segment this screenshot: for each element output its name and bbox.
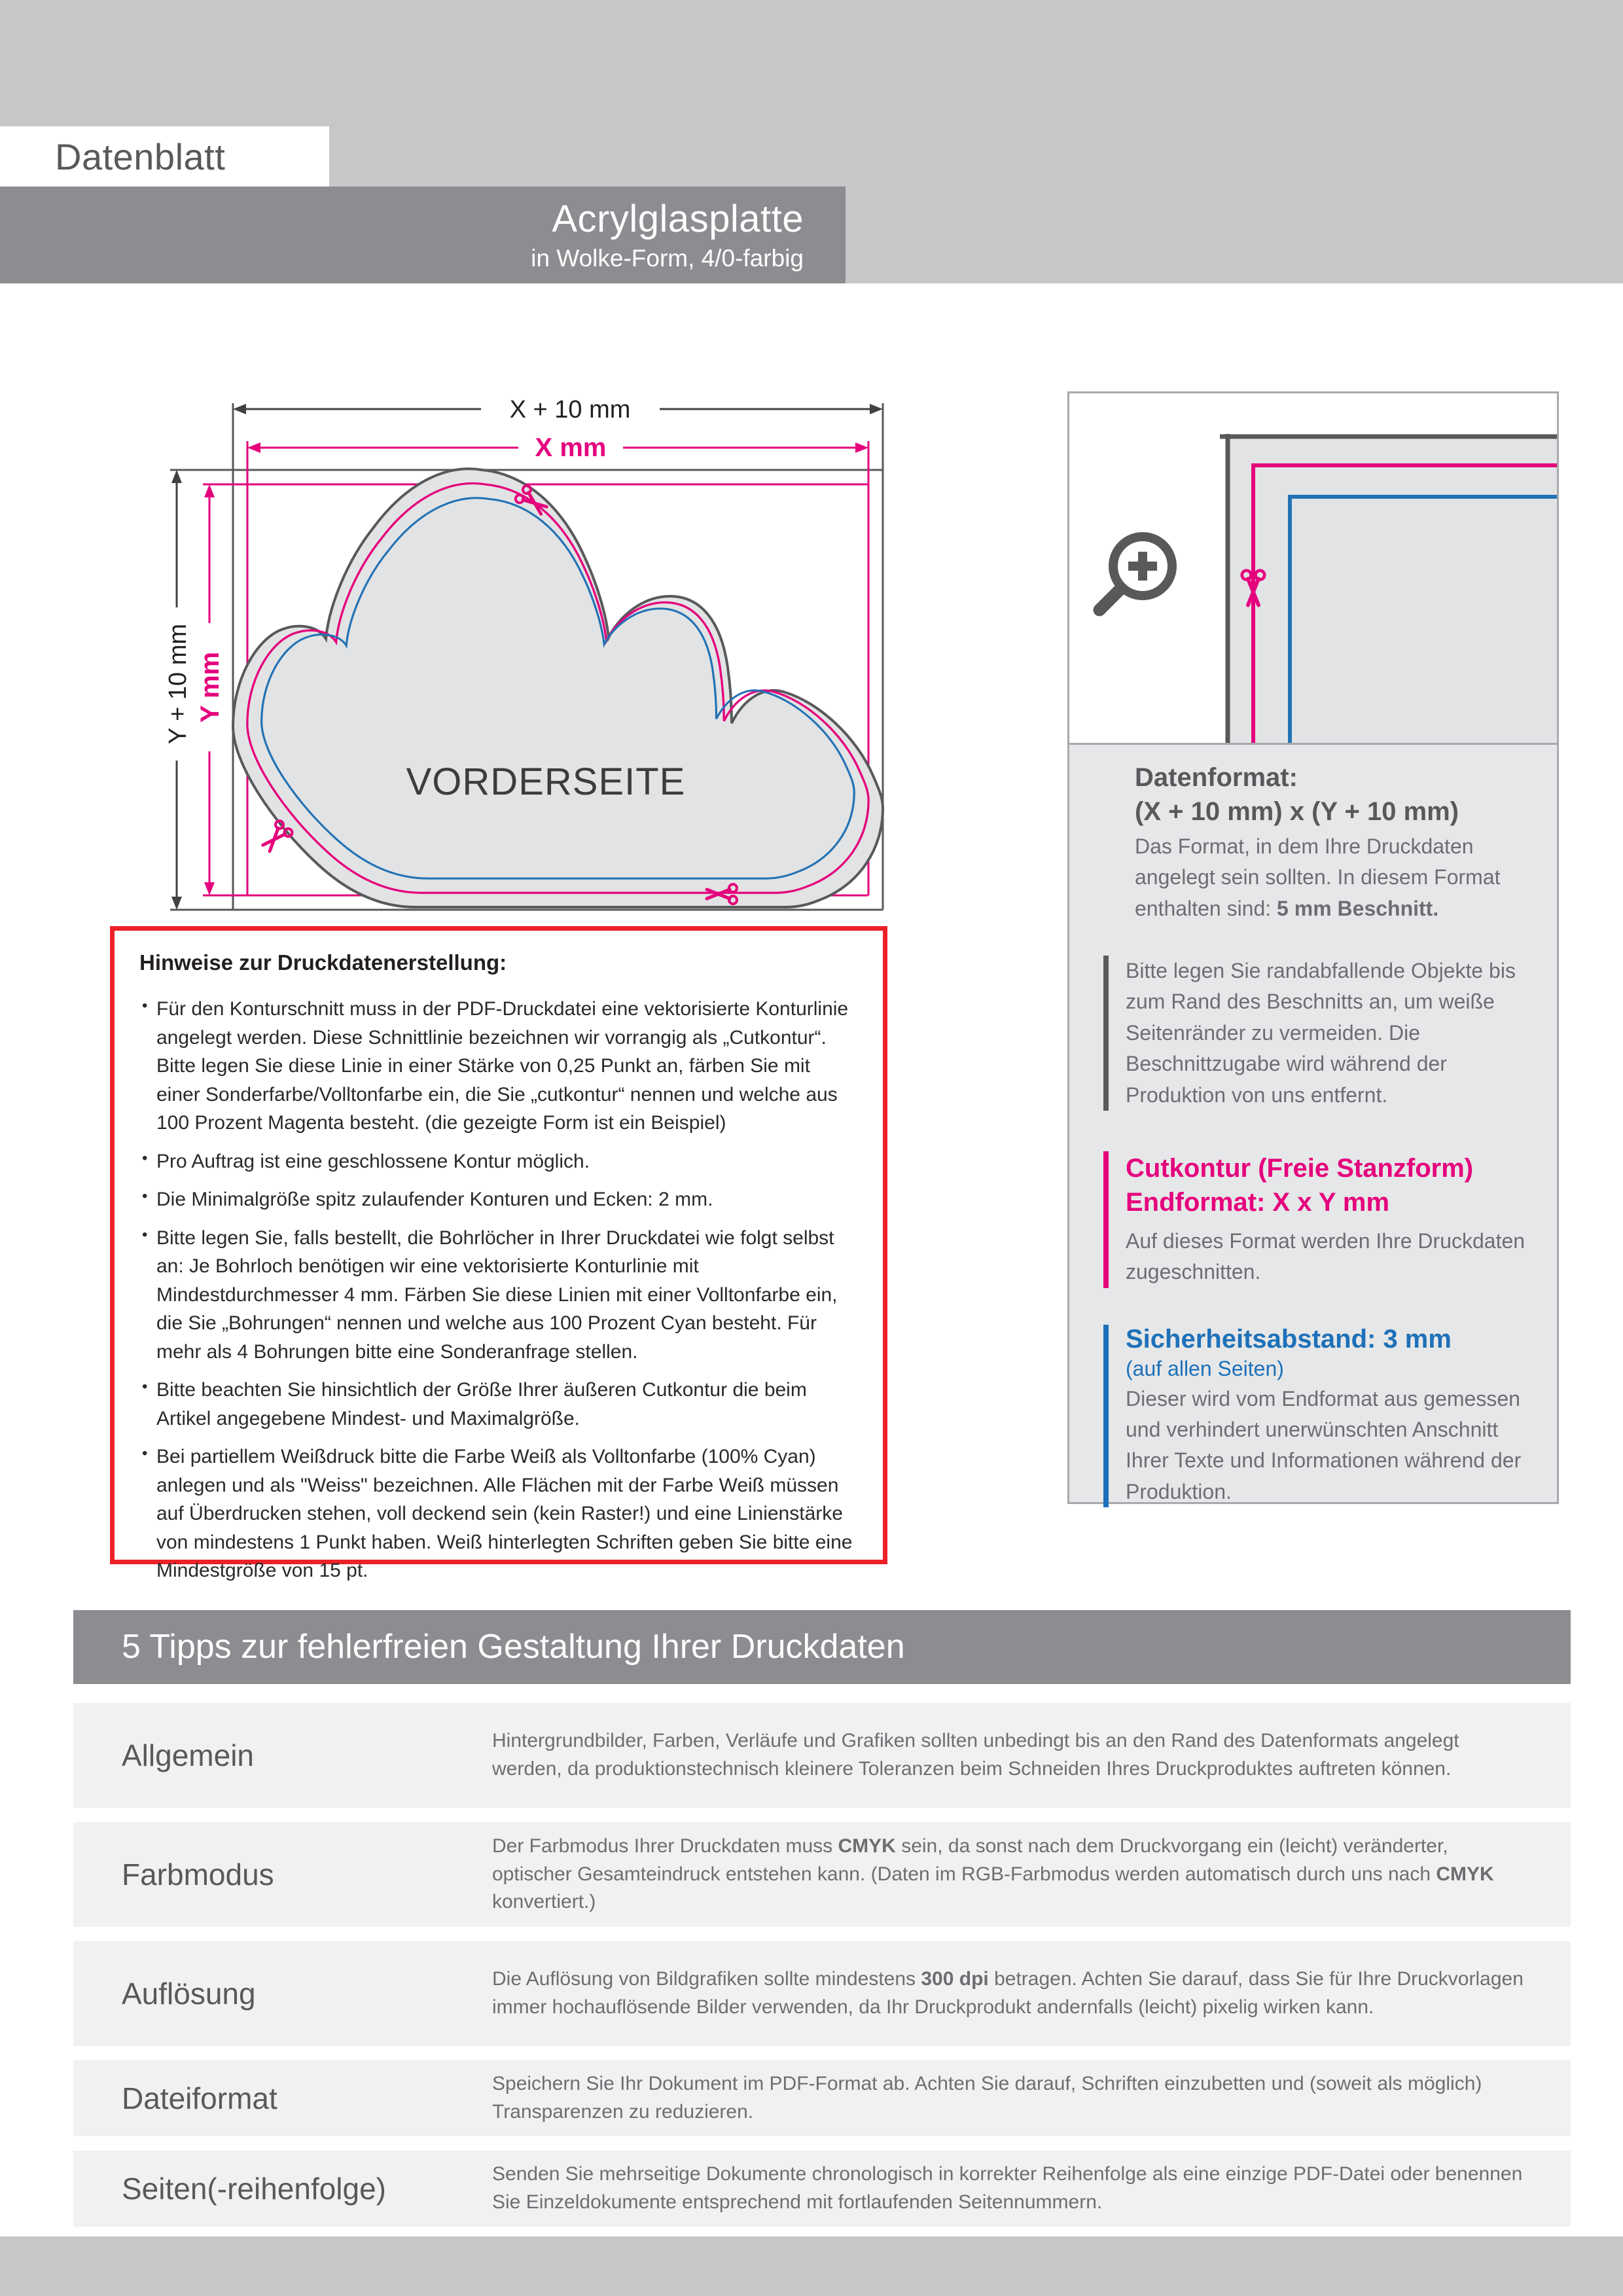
cutkontur-body: Auf dieses Format werden Ihre Druckdaten zugeschnitten.: [1126, 1229, 1525, 1284]
print-data-notes-box: [110, 926, 887, 1581]
tip-row-dateiformat: [73, 2060, 1571, 2136]
bleed-note-block: [1103, 956, 1531, 1111]
page-title: Datenblatt: [55, 135, 226, 177]
product-subtitle: in Wolke-Form, 4/0-farbig: [531, 245, 804, 272]
safety-body: Dieser wird vom Endformat aus gemessen und verhindert unerwünschten Anschnitt Ihrer Texte und Informationen während der Produktion.: [1126, 1386, 1522, 1503]
tip-label: Allgemein: [122, 1738, 254, 1772]
cloud-outer-contour: [233, 469, 883, 907]
page-title-box: [0, 126, 329, 187]
safety-block: [1103, 1325, 1531, 1507]
tips-header: 5 Tipps zur fehlerfreien Gestaltung Ihrer Druckdaten: [73, 1610, 1571, 1684]
tip-label: Seiten(-reihenfolge): [122, 2172, 387, 2206]
tip-label: Farbmodus: [122, 1857, 274, 1892]
cutkontur-title: Cutkontur (Freie Stanzform) Endformat: X x Y mm: [1126, 1153, 1474, 1217]
dim-y-inner-label: Y mm: [196, 651, 224, 723]
dim-x-inner-label: X mm: [535, 433, 607, 462]
list-item: • Bitte legen Sie, falls bestellt, die Bohrlöcher in Ihrer Druckdatei wie folgt selbst an: Je Bohrloch benötigen wir eine vektorisierte Konturlinie mit Mindestdurchmesser 4 mm. Färben Sie diese Linien mit einer Volltonfarbe ein, die Sie „Bohrungen“ nennen und welche aus 100 Prozent Cyan besteht. Für mehr als 4 Bohrungen bitte eine Sonderanfrage stellen.: [142, 1225, 838, 1363]
datenformat-title: Datenformat:: [1135, 763, 1298, 792]
list-item: • Bei partiellem Weißdruck bitte die Farbe Weiß als Volltonfarbe (100% Cyan) anlegen und als "Weiss" bezeichnen. Alle Flächen mit der Farbe Weiß müssen auf Überdrucken stehen, voll deckend sein (kein Raster!) und eine Linienstärke von mindestens 1 Punkt haben. Weiß hinterlegten Schriften geben Sie bitte eine Mindestgröße von 15 pt.: [142, 1444, 853, 1581]
format-text-panel: [1069, 745, 1557, 1507]
tip-row-allgemein: [73, 1703, 1571, 1808]
cloud-shape-diagram: [157, 393, 916, 916]
datenformat-formula: (X + 10 mm) x (Y + 10 mm): [1135, 797, 1459, 826]
front-side-label: VORDERSEITE: [406, 761, 686, 803]
zoom-in-icon: [1099, 537, 1172, 610]
tip-body: Senden Sie mehrseitige Dokumente chronologisch in korrekter Reihenfolge als eine einzige PDF-Datei oder benennen Sie Einzeldokumente entsprechend mit fortlaufenden Seitennummern.: [492, 2163, 1523, 2213]
tip-label: Auflösung: [122, 1977, 256, 2011]
tip-row-farbmodus: [73, 1822, 1571, 1927]
bleed-note-text: Bitte legen Sie randabfallende Objekte bis zum Rand des Beschnitts an, um weiße Seitenränder zu vermeiden. Die Beschnittzugabe wird während der Produktion von uns entfernt.: [1126, 959, 1516, 1107]
tip-body: Speichern Sie Ihr Dokument im PDF-Format ab. Achten Sie darauf, Schriften einzubetten und (soweit als möglich) Transparenzen zu reduzieren.: [492, 2073, 1482, 2123]
tip-body: Hintergrundbilder, Farben, Verläufe und Grafiken sollten unbedingt bis an den Rand des Datenformats angelegt werden, da produktionstechnisch kleinere Toleranzen beim Schneiden Ihres Druckproduktes auftreten können.: [492, 1730, 1459, 1780]
footer-band: [0, 2236, 1623, 2296]
product-title: Acrylglasplatte: [552, 198, 804, 240]
safety-title: Sicherheitsabstand: 3 mm: [1126, 1324, 1452, 1354]
tip-body: Die Auflösung von Bildgrafiken sollte mindestens 300 dpi betragen. Achten Sie darauf, dass Sie für Ihre Druckvorlagen immer hochauflösende Bilder verwenden, da Ihr Druckprodukt andernfalls (leicht) pixelig wirken kann.: [492, 1968, 1524, 2018]
datenformat-body: Das Format, in dem Ihre Druckdaten angelegt sein sollten. In diesem Format enthalten sind: 5 mm Beschnitt.: [1135, 834, 1501, 920]
list-item: • Die Minimalgröße spitz zulaufender Konturen und Ecken: 2 mm.: [142, 1187, 713, 1210]
notes-title: Hinweise zur Druckdatenerstellung:: [139, 950, 507, 975]
list-item: • Bitte beachten Sie hinsichtlich der Größe Ihrer äußeren Cutkontur die beim Artikel angegebene Mindest- und Maximalgröße.: [142, 1378, 807, 1429]
tip-row-seitenreihenfolge: [73, 2151, 1571, 2227]
notes-list: [139, 995, 857, 1585]
list-item: • Für den Konturschnitt muss in der PDF-Druckdatei eine vektorisierte Konturlinie angelegt werden. Diese Schnittlinie bezeichnen wir vorrangig als „Cutkontur“. Bitte legen Sie diese Linie in einer Stärke von 0,25 Punkt an, färben Sie mit einer Sonderfarbe/Volltonfarbe ein, die Sie „cutkontur“ nennen und welche aus 100 Prozent Magenta besteht. (die gezeigte Form ist ein Beispiel): [142, 997, 849, 1134]
bleed-zoom-illustration: [1069, 393, 1557, 745]
dim-x-outer-label: X + 10 mm: [509, 396, 631, 423]
safety-subtitle: (auf allen Seiten): [1126, 1356, 1284, 1380]
product-title-bar: [0, 187, 846, 283]
list-item: • Pro Auftrag ist eine geschlossene Kontur möglich.: [142, 1149, 590, 1172]
format-info-panel: [1067, 391, 1559, 1504]
tip-body: Der Farbmodus Ihrer Druckdaten muss CMYK sein, da sonst nach dem Druckvorgang ein (leicht) veränderter, optischer Gesamteindruck entstehen kann. (Daten im RGB-Farbmodus werden automatisch durch uns nach CMYK konvertiert.): [492, 1835, 1494, 1913]
bleed-area: [1228, 437, 1557, 743]
cutkontur-block: [1103, 1151, 1531, 1288]
tip-label: Dateiformat: [122, 2081, 277, 2115]
dim-y-outer-label: Y + 10 mm: [164, 623, 192, 745]
tip-row-aufloesung: [73, 1941, 1571, 2046]
